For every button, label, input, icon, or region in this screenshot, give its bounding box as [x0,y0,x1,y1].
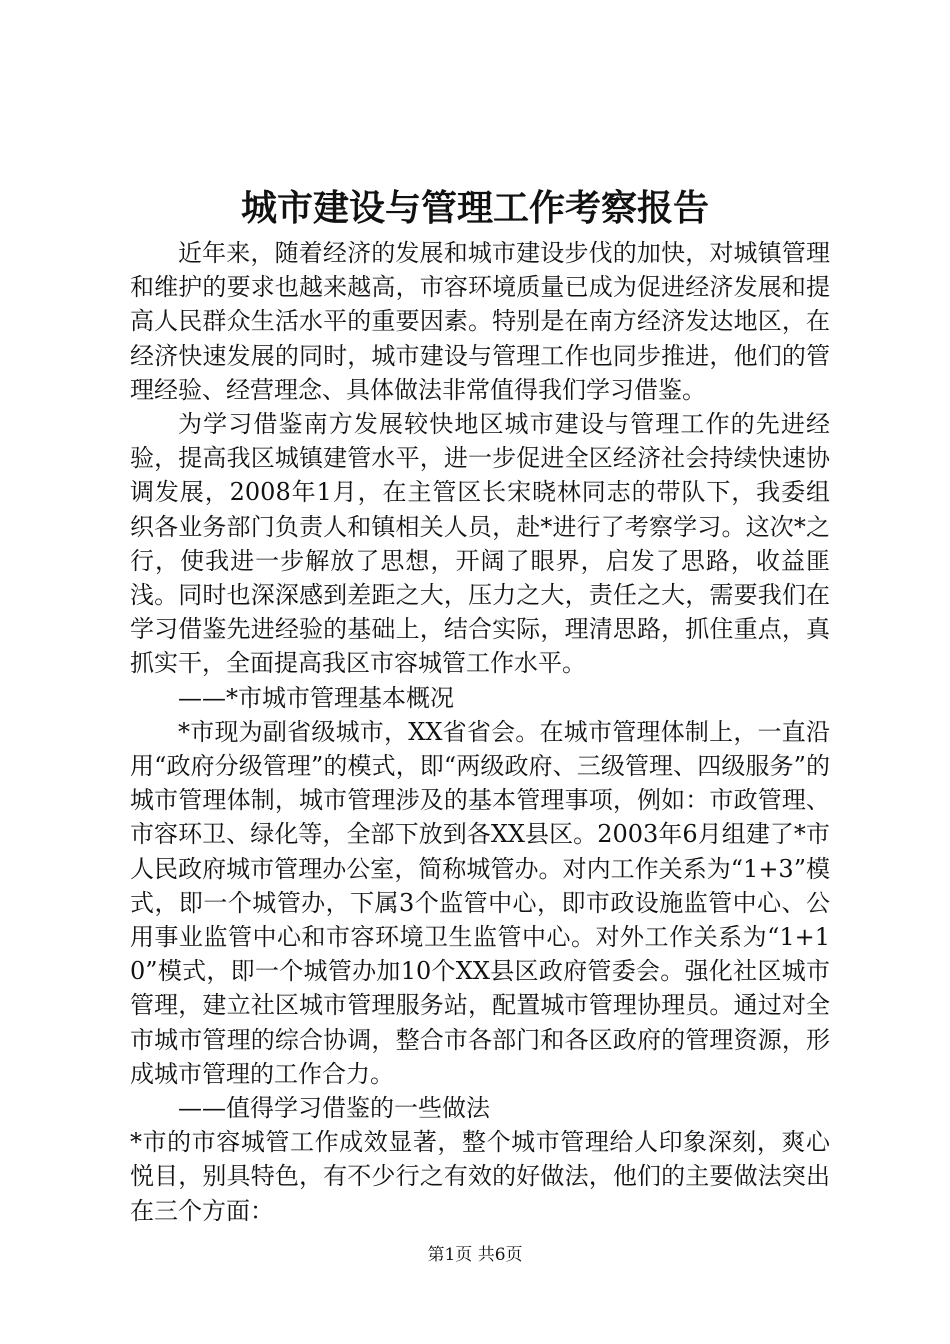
section-heading-overview: ——*市城市管理基本概况 [178,683,454,712]
paragraph-intro: 近年来，随着经济的发展和城市建设步伐的加快，对城镇管理和维护的要求也越来越高，市容环境质量已成为促进经济发展和提高人民群众生活水平的重要因素。特别是在南方经济发达地区，在经济快速发展的同时，城市建设与管理工作也同步推进，他们的管理经验、经营理念、具体做法非常值得我们学习借鉴。 [130,239,830,404]
page-footer: 第1页 共6页 [427,1245,523,1265]
paragraph-purpose: 为学习借鉴南方发展较快地区城市建设与管理工作的先进经验，提高我区城镇建管水平，进一步促进全区经济社会持续快速协调发展，2008年1月，在主管区长宋晓林同志的带队下，我委组织各业务部门负责人和镇相关人员，赴*进行了考察学习。这次*之行，使我进一步解放了思想，开阔了眼界，启发了思路，收益匪浅。同时也深深感到差距之大，压力之大，责任之大，需要我们在学习借鉴先进经验的基础上，结合实际，理清思路，抓住重点，真抓实干，全面提高我区市容城管工作水平。 [130,410,830,678]
document-title: 城市建设与管理工作考察报告 [240,187,709,229]
section-heading-practices: ——值得学习借鉴的一些做法 [178,1094,490,1123]
paragraph-overview: *市现为副省级城市，XX省省会。在城市管理体制上，一直沿用“政府分级管理”的模式，即“两级政府、三级管理、四级服务”的城市管理体制，城市管理涉及的基本管理事项，例如：市政管理、市容环卫、绿化等，全部下放到各XX县区。2003年6月组建了*市人民政府城市管理办公室，简称城管办。对内工作关系为“1+3”模式，即一个城管办，下属3个监管中心，即市政设施监管中心、公用事业监管中心和市容环境卫生监管中心。对外工作关系为“1+10”模式，即一个城管办加10个XX县区政府管委会。强化社区城市管理，建立社区城市管理服务站，配置城市管理协理员。通过对全市城市管理的综合协调，整合市各部门和各区政府的管理资源，形成城市管理的工作合力。 [130,717,830,1088]
paragraph-practices: *市的市容城管工作成效显著，整个城市管理给人印象深刻，爽心悦目，别具特色，有不少行之有效的好做法，他们的主要做法突出在三个方面： [130,1128,830,1225]
document-body [130,236,830,1228]
